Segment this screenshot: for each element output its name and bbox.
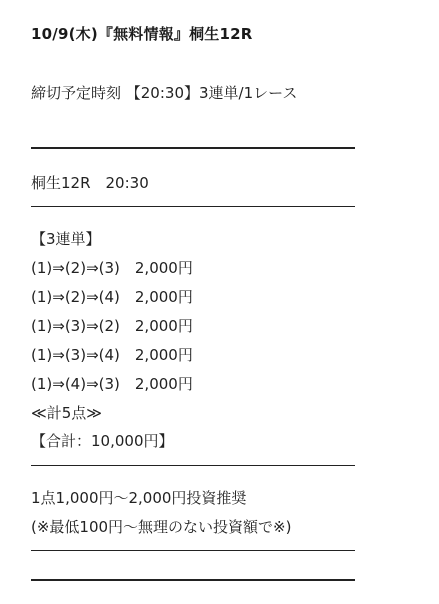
bet-line: (1)⇒(3)⇒(2) 2,000円: [31, 317, 193, 335]
investment-recommendation: 1点1,000円〜2,000円投資推奨: [31, 489, 247, 507]
bet-count: ≪計5点≫: [31, 404, 102, 422]
divider: [31, 465, 355, 466]
bet-type-label: 【3連単】: [31, 230, 101, 248]
bet-line: (1)⇒(2)⇒(4) 2,000円: [31, 288, 193, 306]
divider: [31, 147, 355, 149]
race-header: 桐生12R 20:30: [31, 174, 149, 192]
page-title: 10/9(木)『無料情報』桐生12R: [31, 25, 253, 43]
deadline-text: 締切予定時刻 【20:30】3連単/1レース: [31, 84, 298, 102]
bet-line: (1)⇒(3)⇒(4) 2,000円: [31, 346, 193, 364]
bet-line: (1)⇒(4)⇒(3) 2,000円: [31, 375, 193, 393]
investment-note: (※最低100円〜無理のない投資額で※): [31, 518, 292, 536]
bet-line: (1)⇒(2)⇒(3) 2,000円: [31, 259, 193, 277]
bet-total: 【合計：10,000円】: [31, 432, 174, 450]
divider: [31, 206, 355, 207]
divider: [31, 550, 355, 551]
divider: [31, 579, 355, 581]
